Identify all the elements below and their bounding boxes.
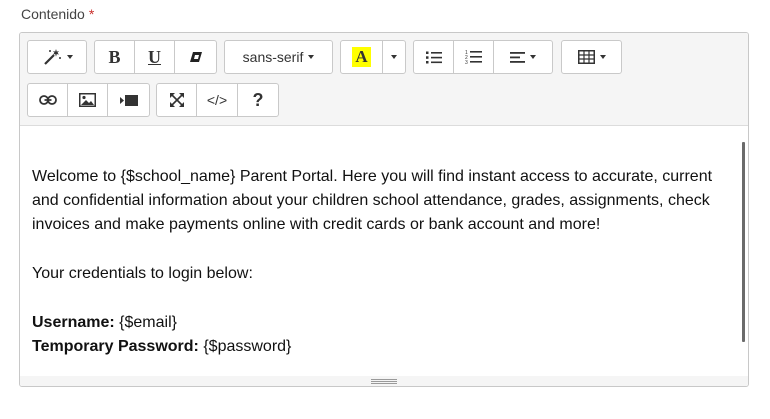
bold-icon: B: [108, 46, 121, 67]
field-label-text: Contenido: [21, 6, 85, 22]
help-button[interactable]: [237, 83, 279, 117]
color-dropdown-button[interactable]: [382, 40, 406, 74]
svg-text:2: 2: [465, 55, 468, 61]
password-line: [32, 335, 732, 359]
editor-toolbar: [20, 33, 748, 126]
underline-button[interactable]: [134, 40, 175, 74]
content-scrollbar[interactable]: [742, 142, 745, 342]
highlight-color-button[interactable]: [340, 40, 383, 74]
clear-format-button[interactable]: [174, 40, 217, 74]
video-icon: [120, 95, 138, 106]
font-family-label: sans-serif: [242, 49, 304, 65]
code-view-icon: </>: [206, 92, 228, 108]
magic-wand-icon: [42, 48, 62, 66]
font-family-dropdown[interactable]: [224, 40, 333, 74]
field-label: [21, 6, 94, 22]
editor-resize-bar[interactable]: [20, 376, 748, 386]
insert-picture-button[interactable]: [67, 83, 108, 117]
eraser-icon: [189, 51, 203, 63]
table-dropdown-button[interactable]: [561, 40, 622, 74]
content-paragraph-2: Your credentials to login below:: [32, 265, 253, 282]
style-dropdown-button[interactable]: [27, 40, 87, 74]
username-label: Username:: [32, 314, 115, 331]
numbered-list-icon: [465, 50, 482, 64]
chevron-down-icon: [391, 55, 397, 59]
chevron-down-icon: [308, 55, 314, 59]
resize-grip-icon[interactable]: [371, 379, 397, 380]
highlight-a-icon: A: [352, 47, 370, 67]
password-value: {$password}: [203, 338, 292, 355]
svg-text:3: 3: [465, 60, 468, 64]
required-mark: *: [88, 6, 95, 22]
insert-video-button[interactable]: [107, 83, 150, 117]
underline-icon: U: [148, 46, 161, 67]
username-value: {$email}: [119, 314, 177, 331]
unordered-list-button[interactable]: [413, 40, 454, 74]
username-line: [32, 311, 732, 335]
content-paragraph-1: Welcome to {$school_name} Parent Portal. Here you will find instant access to accurate, current and confidential information about your children school attendance, grades, assignments, check invoices and make payments online with credit cards or bank account and more!: [32, 168, 713, 233]
code-view-button[interactable]: [196, 83, 238, 117]
bullet-list-icon: [426, 51, 442, 64]
rich-text-editor: [19, 32, 749, 387]
password-label: Temporary Password:: [32, 338, 199, 355]
chevron-down-icon: [600, 55, 606, 59]
picture-icon: [79, 93, 96, 107]
bold-button[interactable]: [94, 40, 135, 74]
chevron-down-icon: [530, 55, 536, 59]
fullscreen-button[interactable]: [156, 83, 197, 117]
fullscreen-icon: [170, 93, 184, 107]
insert-link-button[interactable]: [27, 83, 68, 117]
paragraph-align-dropdown[interactable]: [493, 40, 553, 74]
svg-text:1: 1: [465, 50, 468, 56]
align-left-icon: [510, 52, 525, 63]
ordered-list-button[interactable]: [453, 40, 494, 74]
chevron-down-icon: [67, 55, 73, 59]
table-icon: [578, 50, 595, 64]
link-icon: [39, 95, 57, 105]
help-icon: ?: [252, 89, 264, 110]
editor-content-area[interactable]: [20, 126, 742, 376]
